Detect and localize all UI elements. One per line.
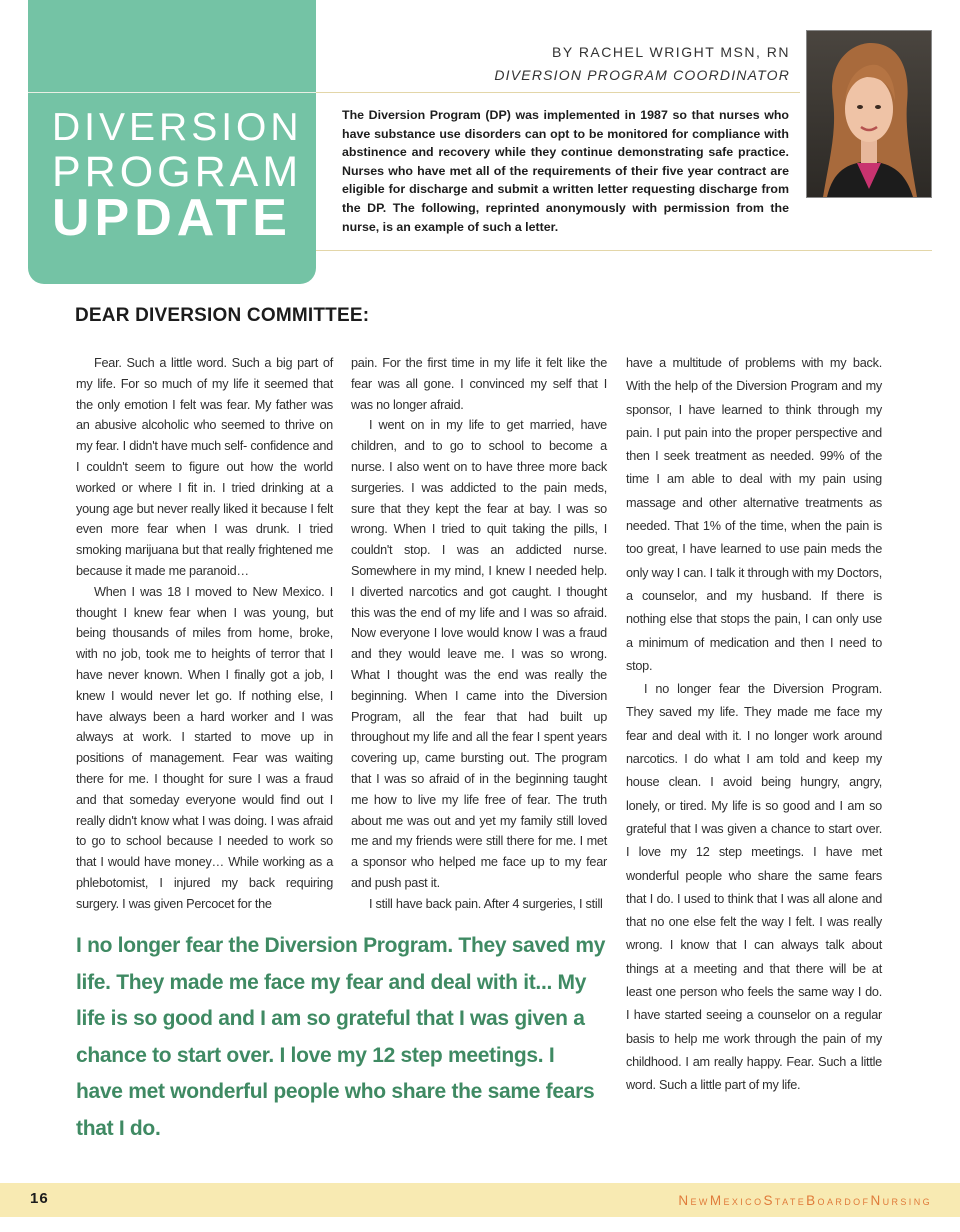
letter-salutation: DEAR DIVERSION COMMITTEE: xyxy=(75,305,370,326)
author-name: RACHEL WRIGHT MSN, RN xyxy=(578,44,790,60)
author-photo xyxy=(806,30,932,198)
letter-paragraph: When I was 18 I moved to New Mexico. I thought I knew fear when I was young, but being thousands of miles from home, broke, with no job, took me to heights of terror that I have never known. When I finally got a job, I knew I would never let go. If nothing else, I have always been a hard worker and I was always at work. I started to move up in positions of management. Fear was waiting there for me. I thought for sure I was a fraud and that someday everyone would find out I really didn't know what I was doing. I was afraid to go to school because I needed to work so that I would have money… While working as a phlebotomist, I injured my back requiring surgery. I was given Percocet for the xyxy=(76,584,333,911)
byline xyxy=(552,44,790,60)
byline-prefix: BY xyxy=(552,44,579,60)
letter-paragraph: I no longer fear the Diversion Program. They saved my life. They made me face my fear and deal with it. I no longer work around narcotics. I do what I am told and keep my house clean. I avoid being hungry, angry, lonely, or tired. My life is so good and I am so grateful that I was given a chance to start over. I love my 12 step meetings. I have met wonderful people who share the same fears that I do. I used to think that I was all alone and that no one else felt the way I felt. I was really wrong. I know that I can always talk about things at a meeting and that there will be at least one person who feels the same way I do. I have started seeing a counselor on a regular basis to help me work through the pain of my childhood. I am really happy. Fear. Such a little word. Such a little part of my life. xyxy=(626,682,882,1093)
author-portrait-illustration xyxy=(807,31,931,197)
publication-name: NewMexicoStateBoardofNursing xyxy=(678,1193,932,1208)
tab-divider xyxy=(28,92,316,93)
header-rule-top xyxy=(316,92,800,93)
letter-column-2 xyxy=(351,353,607,915)
letter-paragraph: Fear. Such a little word. Such a big part of my life. For so much of my life it seemed that the only emotion I felt was fear. My father was an abusive alcoholic who seemed to thrive on my fear. I didn't have much self- confidence and I couldn't seem to figure out how the world worked or where I fit in. I tried drinking at a young age but never really liked it because I felt even more fear when I was drunk. I tried smoking marijuana but that really frightened me because it made me paranoid… xyxy=(76,356,333,578)
letter-column-1 xyxy=(76,353,333,915)
header-rule-bottom xyxy=(316,250,932,251)
letter-column-3 xyxy=(626,352,882,1098)
letter-paragraph: I still have back pain. After 4 surgeries, I still xyxy=(369,896,603,911)
author-role: DIVERSION PROGRAM COORDINATOR xyxy=(494,67,790,83)
title-line-program: PROGRAM xyxy=(52,148,303,196)
letter-paragraph: have a multitude of problems with my back. With the help of the Diversion Program and my sponsor, I have learned to think through my pain. I put pain into the proper perspective and then I seek treatment as needed. 99% of the time I am able to deal with my pain using massage and other alternative treatments as needed. That 1% of the time, when the pain is too great, I have learned to use pain meds the only way I can. I talk it through with my Doctors, a counselor, and my husband. If there is nothing else that stops the pain, I can only use a minimum of medication and then I need to stop. xyxy=(626,356,882,673)
letter-paragraph: I went on in my life to get married, have children, and to go to school to become a nurse. I also went on to have three more back surgeries. I was addicted to the pain meds, sure that they kept the fear at bay. I was so wrong. When I tried to quit taking the pills, I couldn't stop. I was an addicted nurse. Somewhere in my mind, I knew I needed help. I diverted narcotics and got caught. I thought this was the end of my life and I was so afraid. Now everyone I love would know I was a fraud and they would leave me. I was so wrong. What I thought was the end was really the beginning. When I came into the Diversion Program, all the fear that had built up throughout my life and all the fear I spent years covering up, came bursting out. The program that I was so afraid of in the beginning taught me how to live my life free of fear. The truth about me was out and yet my family still loved me and my friends were still there for me. I met a sponsor who helped me face up to my fear and push past it. xyxy=(351,418,607,890)
page-number: 16 xyxy=(30,1190,49,1207)
pull-quote: I no longer fear the Diversion Program. They saved my life. They made me face my fear and deal with it... My life is so good and I am so grateful that I was given a chance to start over. I love my 12 step meetings. I have met wonderful people who share the same fears that I do. xyxy=(76,934,606,1140)
intro-paragraph: The Diversion Program (DP) was implemented in 1987 so that nurses who have substance use disorders can opt to be monitored for compliance with abstinence and recovery while they continue demonstrating safe practice. Nurses who have met all of the requirements of their five year contract are eligible for discharge and submit a written letter requesting discharge from the DP. The following, reprinted anonymously with permission from the nurse, is an example of such a letter. xyxy=(342,108,789,234)
title-line-update: UPDATE xyxy=(52,189,292,247)
title-line-diversion: DIVERSION xyxy=(52,106,303,149)
letter-paragraph: pain. For the first time in my life it felt like the fear was all gone. I convinced my self that I was no longer afraid. xyxy=(351,356,607,412)
